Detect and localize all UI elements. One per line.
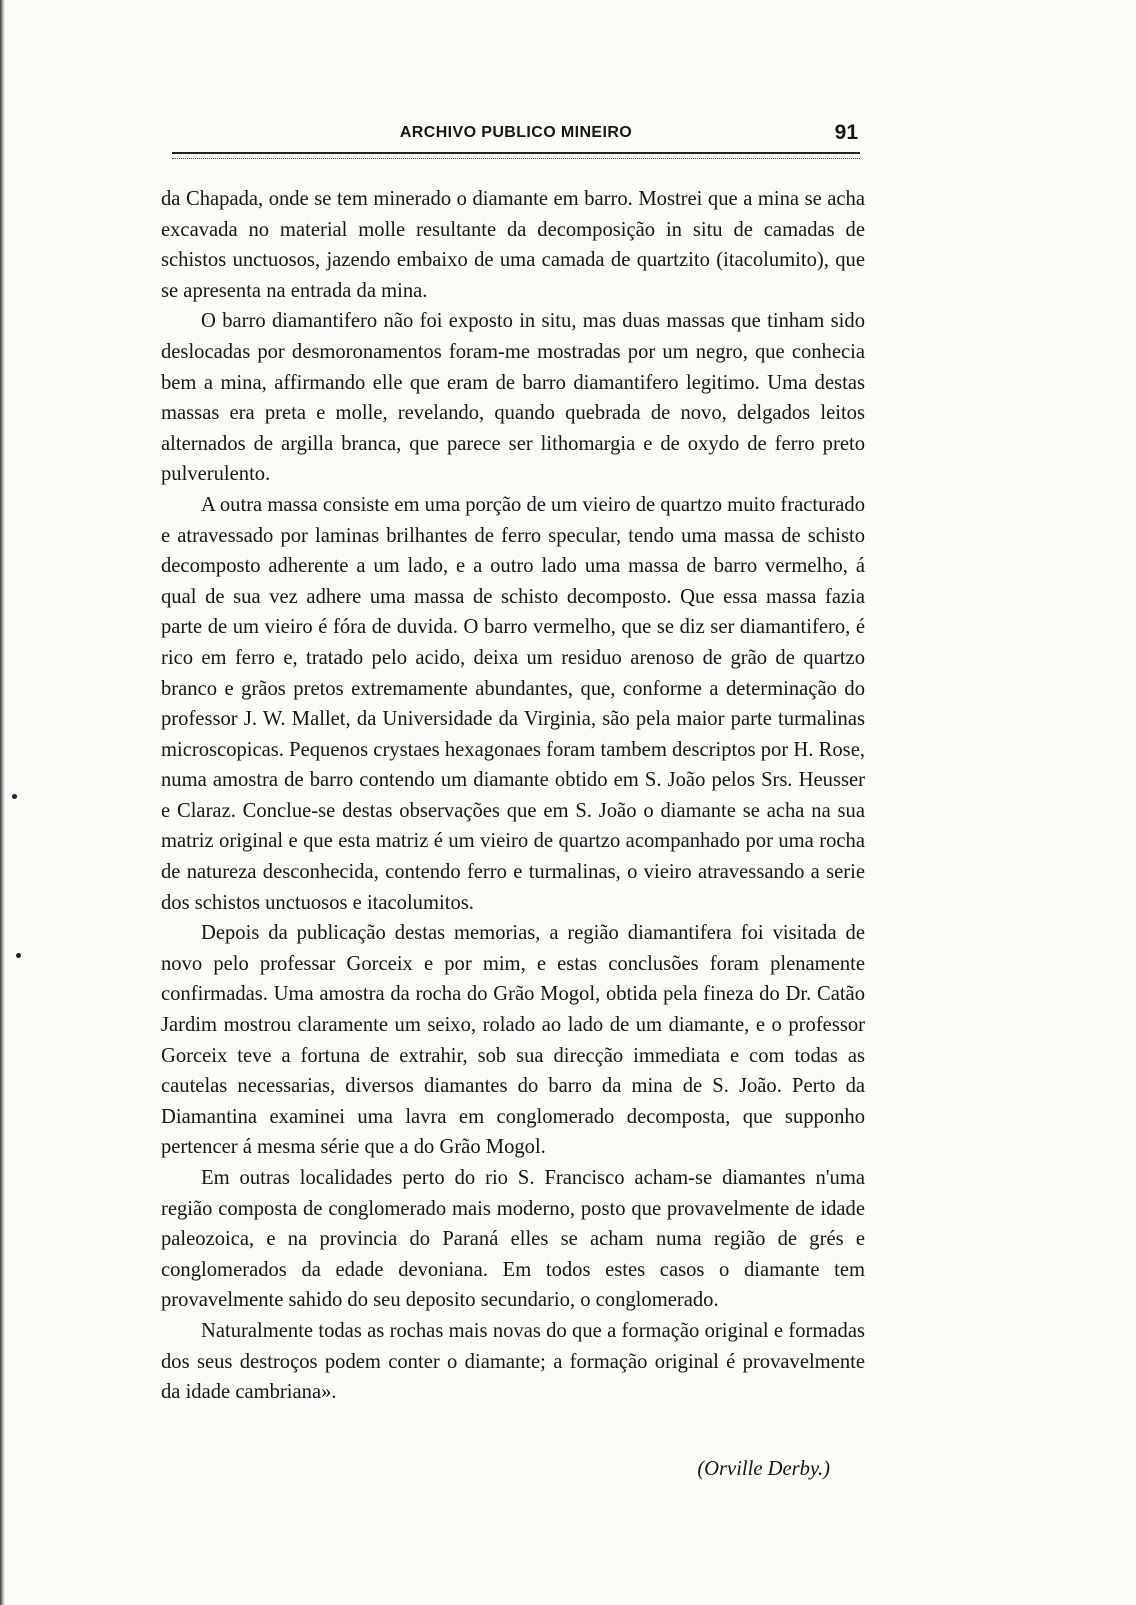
paragraph-4: Depois da publicação destas memorias, a região diamantifera foi visitada de novo pelo professar Gorceix e por mim, e estas conclusões foram plenamente confirmadas. Uma amostra da rocha do Grão Mogol, obtida pela fineza do Dr. Catão Jardim mostrou claramente um seixo, rolado ao lado de um diamante, e o professor Gorceix teve a fortuna de extrahir, sob sua direcção immediata e com todas as cautelas necessarias, diversos diamantes do barro da mina de S. João. Perto da Diamantina examinei uma lavra em conglomerado decomposta, que supponho pertencer á mesma série que a do Grão Mogol. — [161, 922, 865, 1159]
paragraph-6: Naturalmente todas as rochas mais novas do que a formação original e formadas dos seus destroços podem conter o diamante; a formação original é provavelmente da idade cambriana». — [161, 1319, 865, 1404]
header-rule — [172, 152, 860, 159]
paragraph-1: da Chapada, onde se tem minerado o diamante em barro. Mostrei que a mina se acha excavada no material molle resultante da decomposição in situ de camadas de schistos unctuosos, jazendo embaixo de uma camada de quartzito (itacolumito), que se apresenta na entrada da mina. — [161, 188, 865, 302]
page-number: 91 — [834, 121, 858, 144]
paragraph-3: A outra massa consiste em uma porção de um vieiro de quartzo muito fracturado e atravessado por laminas brilhantes de ferro specular, tendo uma massa de schisto decomposto adherente a um lado, e a outro lado uma massa de barro vermelho, á qual de sua vez adhere uma massa de schisto decomposto. Que essa massa fazia parte de um vieiro é fóra de duvida. O barro vermelho, que se diz ser diamantifero, é rico em ferro e, tratado pelo acido, deixa um residuo arenoso de grão de quartzo branco e grãos pretos extremamente abundantes, que, conforme a determinação do professor J. W. Mallet, da Universidade da Virginia, são pela maior parte turmalinas microscopicas. Pequenos crystaes hexagonaes foram tambem descriptos por H. Rose, numa amostra de barro contendo um diamante obtido em S. João pelos Srs. Heusser e Claraz. Conclue-se destas observações que em S. João o diamante se acha na sua matriz original e que esta matriz é um vieiro de quartzo acompanhado por uma rocha de natureza desconhecida, contendo ferro e turmalinas, o vieiro atravessando a serie dos schistos unctuosos e itacolumitos. — [161, 493, 865, 914]
binding-edge — [0, 0, 5, 1605]
page-header — [172, 121, 860, 148]
running-title: ARCHIVO PUBLICO MINEIRO — [399, 124, 633, 141]
paragraph-2: O barro diamantifero não foi exposto in situ, mas duas massas que tinham sido deslocadas por desmoronamentos foram-me mostradas por um negro, que conhecia bem a mina, affirmando elle que eram de barro diamantifero legitimo. Uma destas massas era preta e molle, revelando, quando quebrada de novo, delgados leitos alternados de argilla branca, que parece ser lithomargia e de oxydo de ferro preto pulverulento. — [161, 310, 865, 486]
margin-mark — [12, 794, 17, 799]
author-signature: (Orville Derby.) — [697, 1458, 830, 1480]
margin-mark — [16, 953, 21, 958]
body-text — [161, 184, 865, 1408]
paragraph-5: Em outras localidades perto do rio S. Francisco acham-se diamantes n'uma região composta de conglomerado mais moderno, posto que provavelmente de idade paleozoica, e na provincia do Paraná elles se acham numa região de grés e conglomerados da edade devoniana. Em todos estes casos o diamante tem provavelmente sahido do seu deposito secundario, o conglomerado. — [161, 1167, 865, 1312]
